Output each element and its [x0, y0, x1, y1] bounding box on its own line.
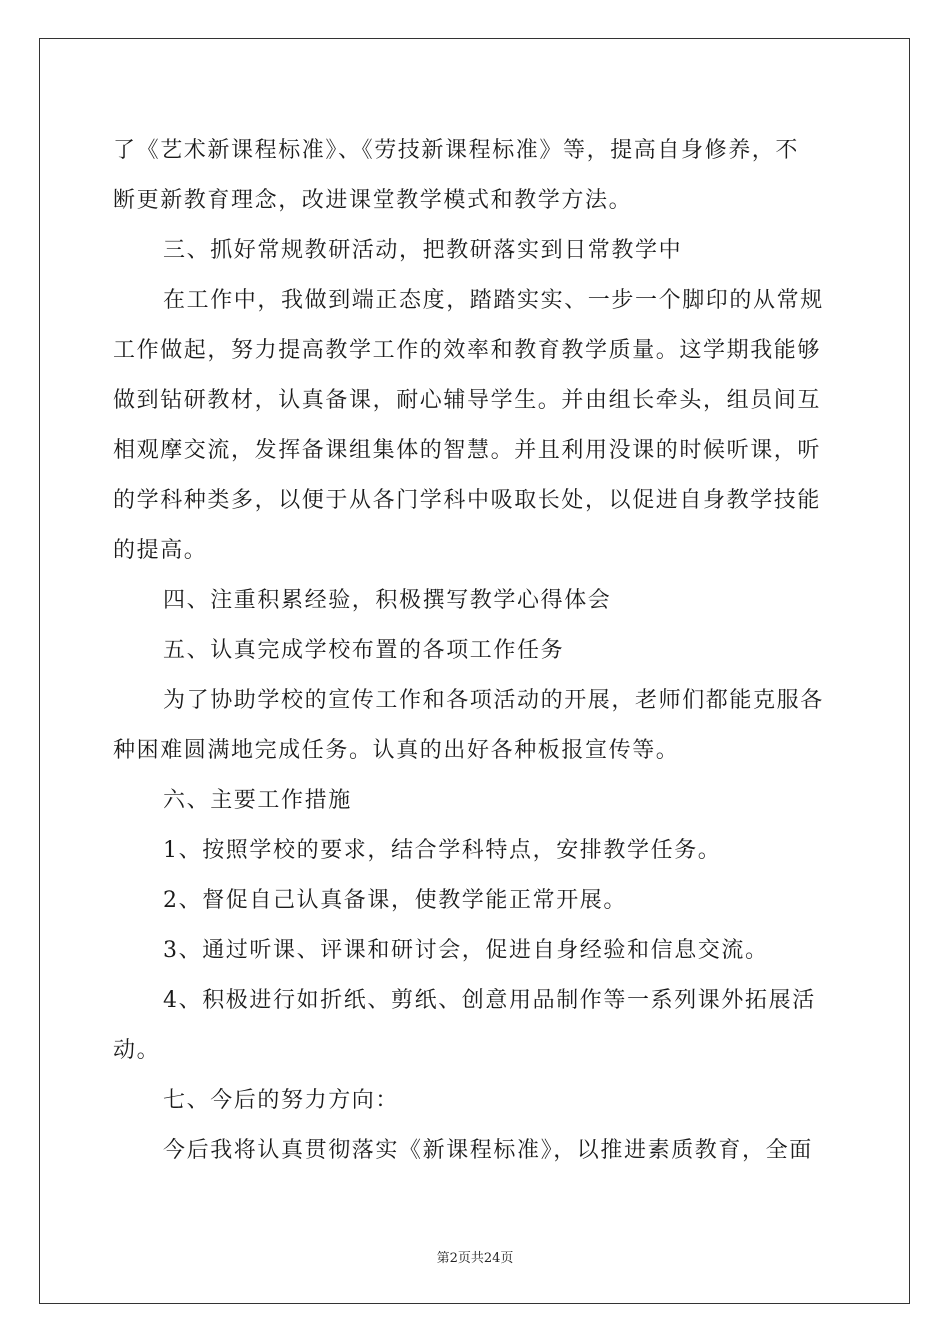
page-total: 共24页	[470, 1251, 514, 1266]
text-line: 做到钻研教材，认真备课，耐心辅导学生。并由组长牵头，组员间互	[113, 388, 822, 413]
document-body	[113, 126, 835, 1176]
text-line: 工作做起，努力提高教学工作的效率和教育教学质量。这学期我能够	[113, 338, 822, 363]
page-footer	[0, 1247, 950, 1266]
text-line: 种困难圆满地完成任务。认真的出好各种板报宣传等。	[113, 738, 680, 763]
text-line: 在工作中，我做到端正态度，踏踏实实、一步一个脚印的从常规	[163, 288, 824, 313]
text-line: 今后我将认真贯彻落实《新课程标准》，以推进素质教育，全面	[163, 1138, 813, 1163]
text-line: 三、抓好常规教研活动，把教研落实到日常教学中	[163, 238, 683, 263]
text-line: 六、主要工作措施	[163, 788, 352, 813]
text-line: 了《艺术新课程标准》、《劳技新课程标准》等，提高自身修养，不	[113, 138, 800, 163]
text-line: 4、积极进行如折纸、剪纸、创意用品制作等一系列课外拓展活	[163, 988, 816, 1013]
text-line: 动。	[113, 1038, 161, 1063]
text-line: 七、今后的努力方向：	[163, 1088, 400, 1113]
text-line: 1、按照学校的要求，结合学科特点，安排教学任务。	[163, 838, 722, 863]
text-line: 相观摩交流，发挥备课组集体的智慧。并且利用没课的时候听课，听	[113, 438, 822, 463]
text-line: 四、注重积累经验，积极撰写教学心得体会	[163, 588, 612, 613]
text-line: 断更新教育理念，改进课堂教学模式和教学方法。	[113, 188, 633, 213]
text-line: 的学科种类多，以便于从各门学科中吸取长处，以促进自身教学技能	[113, 488, 822, 513]
text-line: 的提高。	[113, 538, 208, 563]
text-line: 2、督促自己认真备课，使教学能正常开展。	[163, 888, 627, 913]
text-line: 3、通过听课、评课和研讨会，促进自身经验和信息交流。	[163, 938, 769, 963]
page-number: 第2页	[436, 1251, 471, 1266]
text-line: 五、认真完成学校布置的各项工作任务	[163, 638, 565, 663]
text-line: 为了协助学校的宣传工作和各项活动的开展，老师们都能克服各	[163, 688, 824, 713]
